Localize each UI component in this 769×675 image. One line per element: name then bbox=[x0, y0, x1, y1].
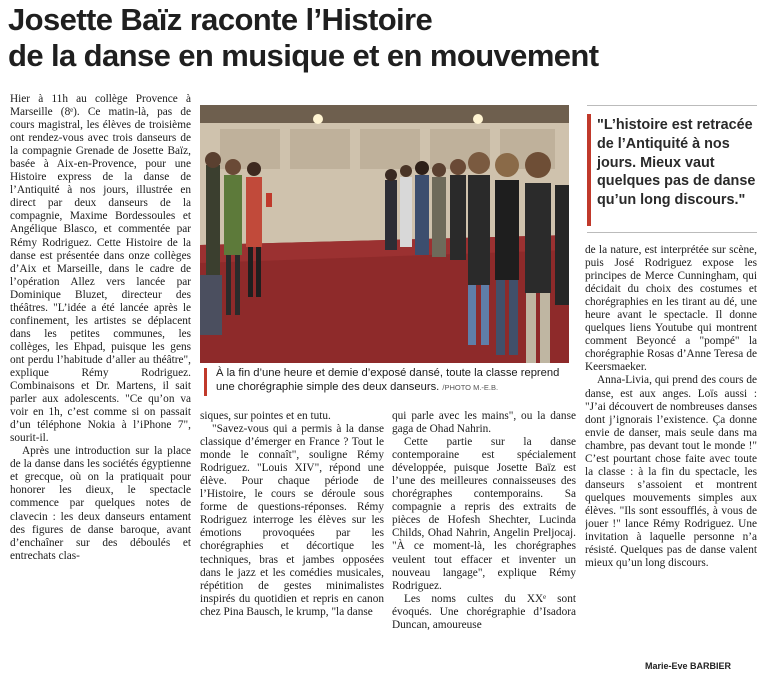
photo-caption bbox=[200, 366, 569, 402]
article-photo bbox=[200, 105, 569, 363]
paragraph: qui parle avec les mains", ou la danse gaga de Ohad Nahrin. bbox=[392, 410, 576, 436]
paragraph: "Savez-vous qui a permis à la danse classique d’émerger en France ? Tout le monde le connaît", souligne Rémy Rodriguez. "Louis XIV", répond une élève. Pour chaque période de l’Histoire, le cours se déroule sous forme de questions-réponses. Rémy Rodriguez interroge les élèves sur les émotions provoquées par les chorégraphies et décortique les techniques, bras et jambes opposées dans le jazz et les comédies musicales, répétition de gestes minimalistes inspirés du quotidien et repris en canon chez Pina Bausch, le krump, "la danse bbox=[200, 423, 384, 618]
paragraph: siques, sur pointes et en tutu. bbox=[200, 410, 331, 422]
photo-credit: /PHOTO M.-E.B. bbox=[442, 383, 499, 392]
article-column-1 bbox=[10, 93, 191, 673]
paragraph: Après une introduction sur la place de la danse dans les sociétés égyptienne et grecque, où on la pratiquait pour honorer les dieux, le spectacle commence par quelques notes de clavecin : les deux danseurs entament des figures de danse baroque, avant d’enchaîner sur des déboulés et entrechats clas- bbox=[10, 445, 191, 562]
pull-quote-text: "L’histoire est retracée de l’Antiquité à nos jours. Mieux vaut quelques pas de danse qu’un long discours." bbox=[597, 117, 756, 209]
paragraph: Hier à 11h au collège Provence à Marseille (8ᵉ). Ce matin-là, pas de cours magistral, les élèves de troisième ont rendez-vous avec trois danseurs de la compagnie Grenade de Josette Baïz, basée à Aix-en-Provence, pour une Histoire express de la danse de l’Antiquité à nos jours, illustrée en direct par deux danseurs de la compagnie, Maxime Bordessoules et Angélique Blasco, et commentée par Rémy Rodriguez. Cette Histoire de la danse est présentée dans onze collèges d’Aix et Marseille, dans le cadre de l’opération Allez vers lancée par Dominique Bluzet, directeur des théâtres. "L’idée a été lancée après le confinement, les artistes se déplacent dans les petites communes, les collèges, les Ehpad, puisque les gens ont perdu l’habitude d’aller au théâtre", explique Rémy Rodriguez. Combinaisons et Dr. Martens, il sait parler aux adolescents. "Ce qu’on va voir en 1h, c’est comme si on passait d’un téléphone Nokia à l’iPhone 7", sourit-il. bbox=[10, 93, 191, 445]
article-column-4 bbox=[585, 244, 757, 664]
article-column-3 bbox=[392, 410, 576, 672]
classroom-photo-illustration bbox=[200, 105, 569, 363]
caption-accent-bar bbox=[204, 368, 207, 396]
author-byline: Marie-Eve BARBIER bbox=[645, 661, 732, 671]
paragraph: Anna-Livia, qui prend des cours de danse, est aux anges. Loïs aussi : "J’ai découvert de nombreuses danses dont j’ignorais l’existence. Ça donne envie de danser, mais seule dans ma chambre, pas devant tout le monde !" C’est pourtant chose faite avec toute la classe : à la fin du spectacle, les danseurs s’assoient et montrent quelques mouvements simples aux élèves. "Ils sont essoufflés, à vous de jouer !" lance Rémy Rodriguez. Une invitation à laquelle personne n’a résisté. Quelques pas de danse valent mieux qu’un long discours. bbox=[585, 374, 757, 570]
headline-line-1: Josette Baïz raconte l’Histoire bbox=[8, 2, 433, 37]
article-column-2 bbox=[200, 410, 384, 672]
article-headline bbox=[8, 2, 763, 74]
paragraph: Cette partie sur la danse contemporaine est spécialement développée, puisque Josette Baïz est l’une des meilleures connaisseuses des chorégraphes contemporains. Sa compagnie a repris des extraits de pièces de Hofesh Shechter, Lucinda Childs, Ohad Nahrin, Angelin Preljocaj. "À ce moment-là, les chorégraphes veulent tout effacer et inventer un nouveau langage", explique Rémy Rodriguez. bbox=[392, 436, 576, 592]
pull-quote bbox=[587, 105, 757, 233]
caption-text: À la fin d’une heure et demie d’exposé dansé, toute la classe reprend une chorégraphie simple des deux danseurs. bbox=[216, 367, 560, 393]
paragraph: de la nature, est interprétée sur scène, puis José Rodriguez expose les principes de Merce Cunningham, qui décidait du choix des costumes et chorégraphies en les tirant au dé, une heure avant le spectacle. Il donne quelques liens Youtube qui montrent comment Beyoncé a "pompé" la chorégraphie Rosas d’Anne Teresa de Keersmaeker. bbox=[585, 244, 757, 374]
headline-line-2: de la danse en musique et en mouvement bbox=[8, 38, 599, 73]
paragraph: Les noms cultes du XXᵉ sont évoqués. Une chorégraphie d’Isadora Duncan, amoureuse bbox=[392, 592, 576, 631]
quote-accent-bar bbox=[587, 114, 591, 226]
